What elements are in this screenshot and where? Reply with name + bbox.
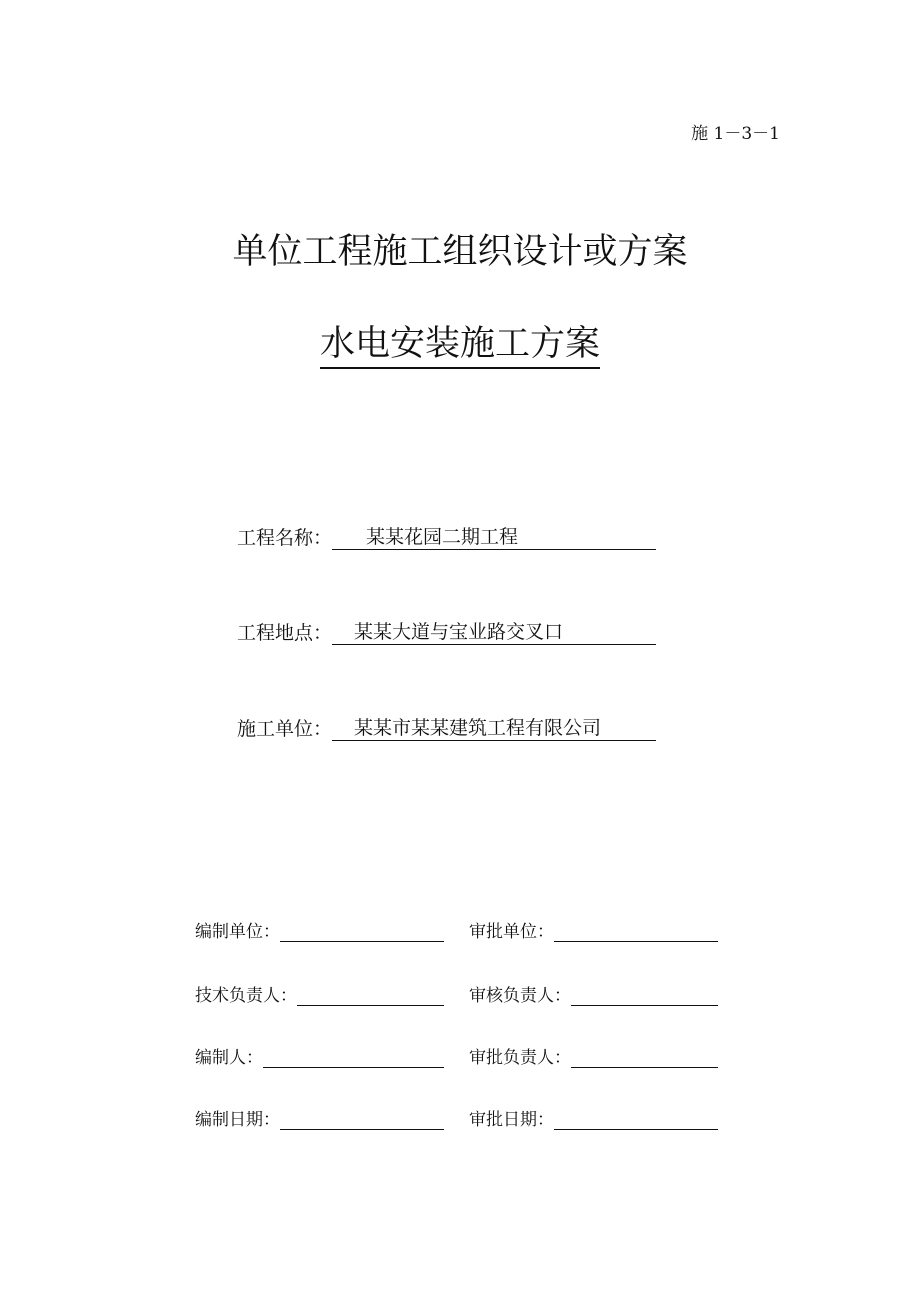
prepared-date-field <box>195 1105 444 1130</box>
approved-date-field <box>469 1105 718 1130</box>
approved-by-unit-line <box>554 922 718 942</box>
technical-lead-line <box>297 986 444 1006</box>
contractor-label: 施工单位： <box>237 718 333 740</box>
document-code: 施 1－3－1 <box>691 124 780 144</box>
review-lead-line <box>571 986 718 1006</box>
contractor-value: 某某市某某建筑工程有限公司 <box>332 717 656 741</box>
project-location-row <box>237 618 656 645</box>
review-lead-field <box>469 981 718 1006</box>
approved-date-label: 审批日期： <box>469 1110 554 1130</box>
project-location-label: 工程地点： <box>237 622 333 644</box>
preparer-line <box>263 1048 444 1068</box>
prepared-date-label: 编制日期： <box>195 1110 280 1130</box>
approval-lead-label: 审批负责人： <box>469 1048 571 1068</box>
approval-lead-line <box>571 1048 718 1068</box>
project-name-label: 工程名称： <box>237 527 333 549</box>
prepared-by-unit-field <box>195 917 444 942</box>
approved-by-unit-field <box>469 917 718 942</box>
project-name-value: 某某花园二期工程 <box>332 526 656 550</box>
prepared-by-unit-line <box>280 922 444 942</box>
sub-title-text: 水电安装施工方案 <box>320 323 600 369</box>
approved-date-line <box>554 1110 718 1130</box>
technical-lead-field <box>195 981 444 1006</box>
prepared-by-unit-label: 编制单位： <box>195 922 280 942</box>
review-lead-label: 审核负责人： <box>469 986 571 1006</box>
contractor-row <box>237 714 656 741</box>
main-title: 单位工程施工组织设计或方案 <box>232 232 688 272</box>
preparer-field <box>195 1043 444 1068</box>
project-location-value: 某某大道与宝业路交叉口 <box>332 621 656 645</box>
approval-lead-field <box>469 1043 718 1068</box>
prepared-date-line <box>280 1110 444 1130</box>
sub-title <box>0 323 920 369</box>
preparer-label: 编制人： <box>195 1048 263 1068</box>
technical-lead-label: 技术负责人： <box>195 986 297 1006</box>
project-name-row <box>237 523 656 550</box>
approved-by-unit-label: 审批单位： <box>469 922 554 942</box>
